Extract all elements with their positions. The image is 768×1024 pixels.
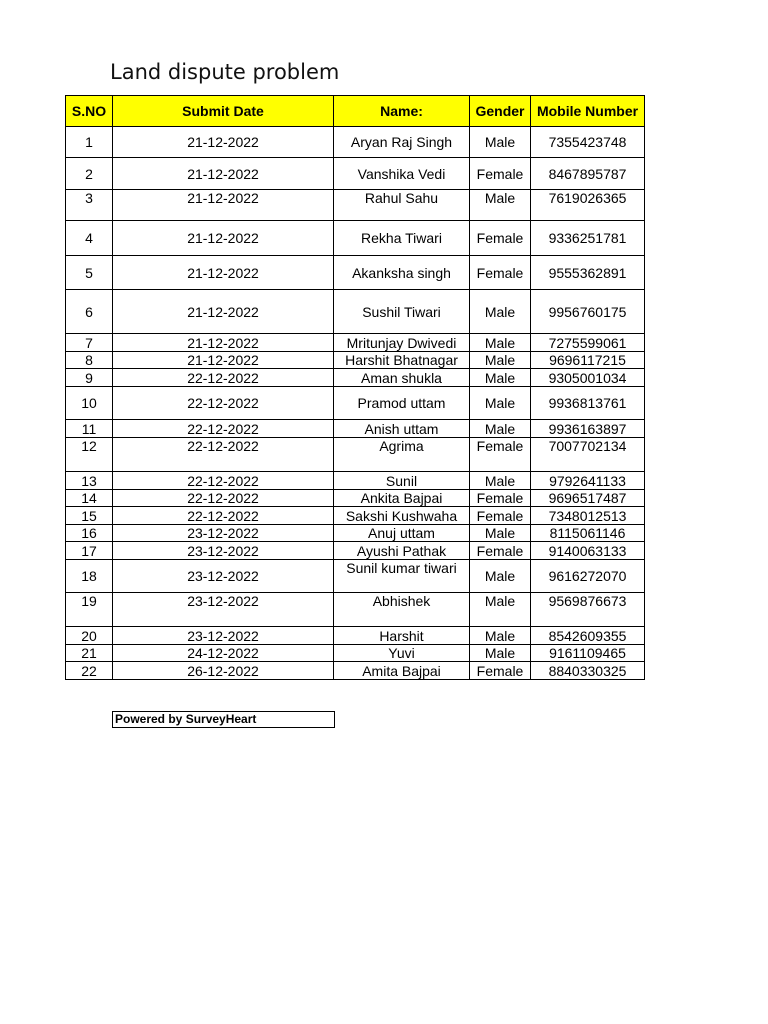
cell-name: Aman shukla (334, 369, 470, 387)
cell-name: Mritunjay Dwivedi (334, 334, 470, 352)
cell-mobile-number: 7348012513 (531, 507, 645, 525)
table-row (66, 221, 645, 256)
cell-gender: Male (470, 627, 531, 645)
table-row (66, 256, 645, 290)
cell-sno: 7 (66, 334, 113, 352)
submissions-table (65, 95, 645, 680)
cell-gender: Male (470, 127, 531, 158)
cell-submit-date: 21-12-2022 (113, 334, 334, 352)
cell-submit-date: 23-12-2022 (113, 542, 334, 560)
cell-mobile-number: 9616272070 (531, 560, 645, 593)
header-submit-date: Submit Date (113, 96, 334, 127)
cell-submit-date: 23-12-2022 (113, 627, 334, 645)
cell-gender: Female (470, 221, 531, 256)
cell-gender: Male (470, 645, 531, 662)
cell-gender: Male (470, 352, 531, 369)
table-row (66, 190, 645, 221)
cell-sno: 13 (66, 472, 113, 490)
cell-name: Anuj uttam (334, 525, 470, 542)
cell-gender: Male (470, 560, 531, 593)
cell-sno: 22 (66, 662, 113, 680)
cell-mobile-number: 8542609355 (531, 627, 645, 645)
cell-sno: 2 (66, 158, 113, 190)
cell-name: Akanksha singh (334, 256, 470, 290)
cell-sno: 4 (66, 221, 113, 256)
cell-sno: 18 (66, 560, 113, 593)
cell-submit-date: 22-12-2022 (113, 507, 334, 525)
table-row (66, 158, 645, 190)
cell-mobile-number: 9696517487 (531, 490, 645, 507)
cell-name: Harshit (334, 627, 470, 645)
cell-sno: 20 (66, 627, 113, 645)
cell-mobile-number: 9140063133 (531, 542, 645, 560)
cell-name: Sunil kumar tiwari (334, 560, 470, 593)
cell-name: Anish uttam (334, 420, 470, 438)
cell-name: Abhishek (334, 593, 470, 627)
cell-sno: 11 (66, 420, 113, 438)
cell-gender: Male (470, 472, 531, 490)
cell-sno: 21 (66, 645, 113, 662)
cell-gender: Female (470, 158, 531, 190)
cell-submit-date: 22-12-2022 (113, 420, 334, 438)
cell-mobile-number: 9936813761 (531, 387, 645, 420)
cell-submit-date: 21-12-2022 (113, 221, 334, 256)
cell-name: Vanshika Vedi (334, 158, 470, 190)
cell-gender: Male (470, 387, 531, 420)
cell-submit-date: 21-12-2022 (113, 190, 334, 221)
table-row (66, 290, 645, 334)
table-row (66, 593, 645, 627)
table-row (66, 387, 645, 420)
cell-mobile-number: 8467895787 (531, 158, 645, 190)
table-row (66, 662, 645, 680)
table-row (66, 334, 645, 352)
cell-submit-date: 21-12-2022 (113, 290, 334, 334)
cell-sno: 6 (66, 290, 113, 334)
cell-mobile-number: 7355423748 (531, 127, 645, 158)
cell-sno: 14 (66, 490, 113, 507)
cell-submit-date: 22-12-2022 (113, 472, 334, 490)
cell-name: Sushil Tiwari (334, 290, 470, 334)
cell-mobile-number: 7619026365 (531, 190, 645, 221)
cell-sno: 10 (66, 387, 113, 420)
cell-sno: 8 (66, 352, 113, 369)
table-row (66, 472, 645, 490)
cell-mobile-number: 8115061146 (531, 525, 645, 542)
cell-sno: 16 (66, 525, 113, 542)
cell-submit-date: 23-12-2022 (113, 593, 334, 627)
cell-mobile-number: 9161109465 (531, 645, 645, 662)
cell-name: Aryan Raj Singh (334, 127, 470, 158)
cell-mobile-number: 9569876673 (531, 593, 645, 627)
cell-name: Rahul Sahu (334, 190, 470, 221)
table-row (66, 127, 645, 158)
cell-sno: 9 (66, 369, 113, 387)
cell-mobile-number: 9956760175 (531, 290, 645, 334)
cell-submit-date: 21-12-2022 (113, 127, 334, 158)
cell-sno: 15 (66, 507, 113, 525)
table-row (66, 645, 645, 662)
cell-gender: Male (470, 290, 531, 334)
table-row (66, 507, 645, 525)
cell-submit-date: 23-12-2022 (113, 560, 334, 593)
cell-gender: Female (470, 542, 531, 560)
cell-submit-date: 22-12-2022 (113, 387, 334, 420)
cell-gender: Female (470, 256, 531, 290)
cell-submit-date: 21-12-2022 (113, 352, 334, 369)
cell-mobile-number: 7275599061 (531, 334, 645, 352)
cell-mobile-number: 9792641133 (531, 472, 645, 490)
cell-gender: Male (470, 190, 531, 221)
cell-sno: 12 (66, 438, 113, 472)
cell-gender: Male (470, 369, 531, 387)
cell-name: Yuvi (334, 645, 470, 662)
cell-name: Harshit Bhatnagar (334, 352, 470, 369)
cell-submit-date: 24-12-2022 (113, 645, 334, 662)
cell-submit-date: 22-12-2022 (113, 369, 334, 387)
cell-mobile-number: 9555362891 (531, 256, 645, 290)
cell-name: Agrima (334, 438, 470, 472)
cell-sno: 5 (66, 256, 113, 290)
table-row (66, 420, 645, 438)
cell-name: Sakshi Kushwaha (334, 507, 470, 525)
powered-by-footer: Powered by SurveyHeart (112, 711, 335, 728)
cell-gender: Male (470, 334, 531, 352)
header-sno: S.NO (66, 96, 113, 127)
cell-gender: Male (470, 593, 531, 627)
header-gender: Gender (470, 96, 531, 127)
cell-gender: Male (470, 525, 531, 542)
header-name: Name: (334, 96, 470, 127)
table-row (66, 352, 645, 369)
cell-mobile-number: 9936163897 (531, 420, 645, 438)
cell-mobile-number: 9336251781 (531, 221, 645, 256)
document-title: Land dispute problem (110, 60, 340, 84)
cell-sno: 1 (66, 127, 113, 158)
cell-name: Ayushi Pathak (334, 542, 470, 560)
header-row (66, 96, 645, 127)
cell-sno: 3 (66, 190, 113, 221)
cell-gender: Female (470, 490, 531, 507)
table-row (66, 525, 645, 542)
cell-mobile-number: 9696117215 (531, 352, 645, 369)
cell-submit-date: 21-12-2022 (113, 256, 334, 290)
cell-submit-date: 22-12-2022 (113, 438, 334, 472)
cell-name: Pramod uttam (334, 387, 470, 420)
cell-sno: 17 (66, 542, 113, 560)
cell-gender: Male (470, 420, 531, 438)
cell-submit-date: 22-12-2022 (113, 490, 334, 507)
cell-mobile-number: 9305001034 (531, 369, 645, 387)
cell-mobile-number: 7007702134 (531, 438, 645, 472)
table-row (66, 438, 645, 472)
table-row (66, 560, 645, 593)
table-row (66, 627, 645, 645)
cell-name: Sunil (334, 472, 470, 490)
cell-gender: Female (470, 438, 531, 472)
table-row (66, 542, 645, 560)
table-row (66, 490, 645, 507)
cell-sno: 19 (66, 593, 113, 627)
cell-gender: Female (470, 662, 531, 680)
cell-submit-date: 21-12-2022 (113, 158, 334, 190)
cell-name: Ankita Bajpai (334, 490, 470, 507)
cell-name: Amita Bajpai (334, 662, 470, 680)
table-row (66, 369, 645, 387)
cell-submit-date: 23-12-2022 (113, 525, 334, 542)
table-body (66, 127, 645, 680)
cell-gender: Female (470, 507, 531, 525)
header-mobile-number: Mobile Number (531, 96, 645, 127)
cell-submit-date: 26-12-2022 (113, 662, 334, 680)
cell-mobile-number: 8840330325 (531, 662, 645, 680)
cell-name: Rekha Tiwari (334, 221, 470, 256)
